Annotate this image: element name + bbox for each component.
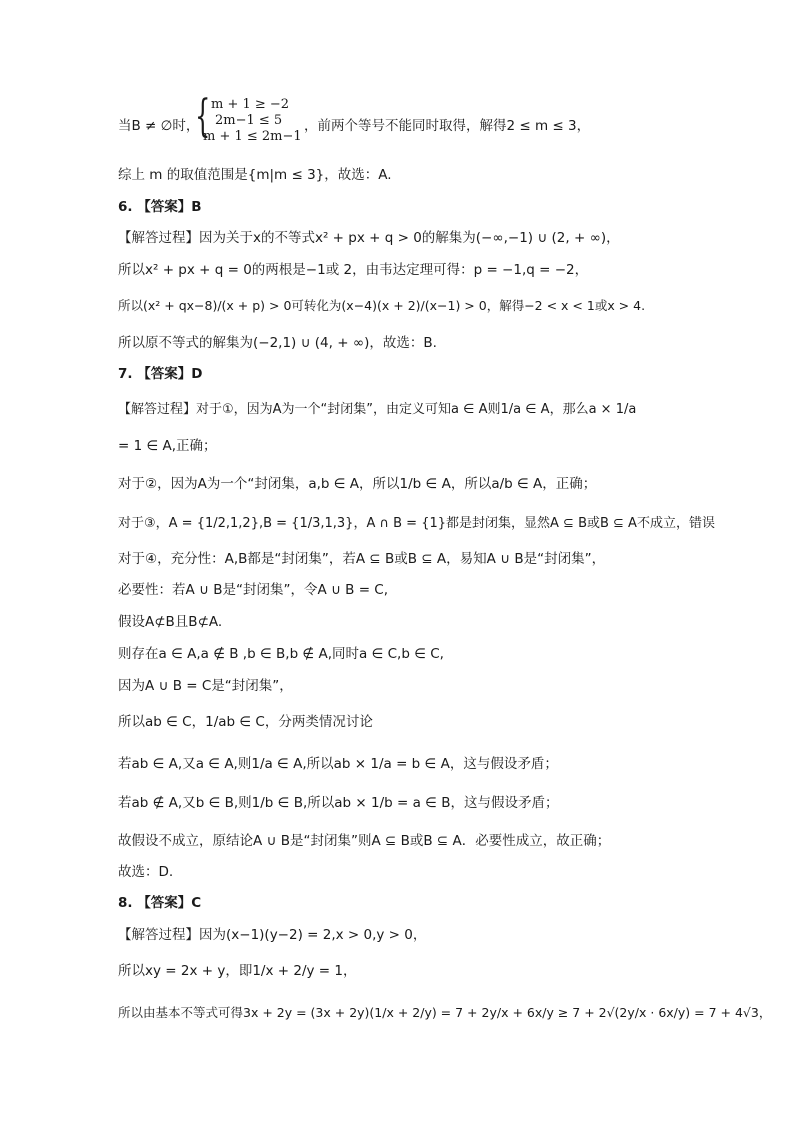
text-line-2: 综上 m 的取值范围是{m|m ≤ 3}，故选：A. xyxy=(118,167,392,183)
text-line-20: 若ab ∉ A,又b ∈ B,则1/b ∈ B,所以ab × 1/b = a ∈ B，这与假设矛盾； xyxy=(118,795,559,811)
answer-heading-7: 7. 【答案】D xyxy=(118,366,203,382)
text-line-7: 所以原不等式的解集为(−2,1) ∪ (4, + ∞)，故选：B. xyxy=(118,335,437,351)
text-line-1a: 当B ≠ ∅时， xyxy=(118,118,200,134)
text-line-19: 若ab ∈ A,又a ∈ A,则1/a ∈ A,所以ab × 1/a = b ∈ A，这与假设矛盾； xyxy=(118,756,558,772)
text-line-24: 【解答过程】因为(x−1)(y−2) = 2,x > 0,y > 0， xyxy=(118,927,427,943)
text-line-6: 所以(x² + qx−8)/(x + p) > 0可转化为(x−4)(x + 2)/(x−1) > 0，解得−2 < x < 1或x > 4. xyxy=(118,298,646,313)
system-row-2: 2m−1 ≤ 5 xyxy=(215,113,283,128)
text-line-25: 所以xy = 2x + y，即1/x + 2/y = 1， xyxy=(118,963,357,979)
text-line-16: 则存在a ∈ A,a ∉ B ,b ∈ B,b ∉ A,同时a ∈ C,b ∈ C, xyxy=(118,646,444,662)
system-row-1: m + 1 ≥ −2 xyxy=(211,97,290,112)
text-line-5: 所以x² + px + q = 0的两根是−1或 2，由韦达定理可得：p = −1,q = −2， xyxy=(118,262,589,278)
text-line-9: 【解答过程】对于①，因为A为一个“封闭集”，由定义可知a ∈ A则1/a ∈ A，那么a × 1/a xyxy=(118,402,637,417)
text-line-26: 所以由基本不等式可得3x + 2y = (3x + 2y)(1/x + 2/y) = 7 + 2y/x + 6x/y ≥ 7 + 2√(2y/x · 6x/y) = 7 + 4√3， xyxy=(118,1005,772,1020)
text-line-11: 对于②，因为A为一个“封闭集，a,b ∈ A，所以1/b ∈ A，所以a/b ∈ A，正确； xyxy=(118,476,597,492)
text-line-10: = 1 ∈ A,正确； xyxy=(118,438,217,454)
answer-heading-6: 6. 【答案】B xyxy=(118,199,202,215)
text-line-15: 假设A⊄B且B⊄A. xyxy=(118,614,223,630)
answer-heading-8: 8. 【答案】C xyxy=(118,895,202,911)
inequality-system xyxy=(195,91,302,147)
text-line-12: 对于③，A = {1/2,1,2},B = {1/3,1,3}，A ∩ B = {1}都是封闭集，显然A ⊆ B或B ⊆ A不成立，错误 xyxy=(118,516,715,531)
text-line-22: 故选：D. xyxy=(118,864,174,880)
text-line-21: 故假设不成立，原结论A ∪ B是“封闭集”则A ⊆ B或B ⊆ A．必要性成立，故正确； xyxy=(118,833,611,849)
text-line-1b: ，前两个等号不能同时取得，解得2 ≤ m ≤ 3， xyxy=(304,118,591,134)
text-line-13: 对于④，充分性：A,B都是“封闭集”，若A ⊆ B或B ⊆ A，易知A ∪ B是“封闭集”， xyxy=(118,551,606,567)
text-line-14: 必要性：若A ∪ B是“封闭集”，令A ∪ B = C, xyxy=(118,582,389,598)
text-line-4: 【解答过程】因为关于x的不等式x² + px + q > 0的解集为(−∞,−1) ∪ (2, + ∞)， xyxy=(118,230,620,246)
text-line-18: 所以ab ∈ C，1/ab ∈ C，分两类情况讨论 xyxy=(118,714,373,730)
system-row-3: m + 1 ≤ 2m−1 xyxy=(203,129,302,144)
left-brace: { xyxy=(195,91,211,142)
text-line-17: 因为A ∪ B = C是“封闭集”， xyxy=(118,678,293,694)
